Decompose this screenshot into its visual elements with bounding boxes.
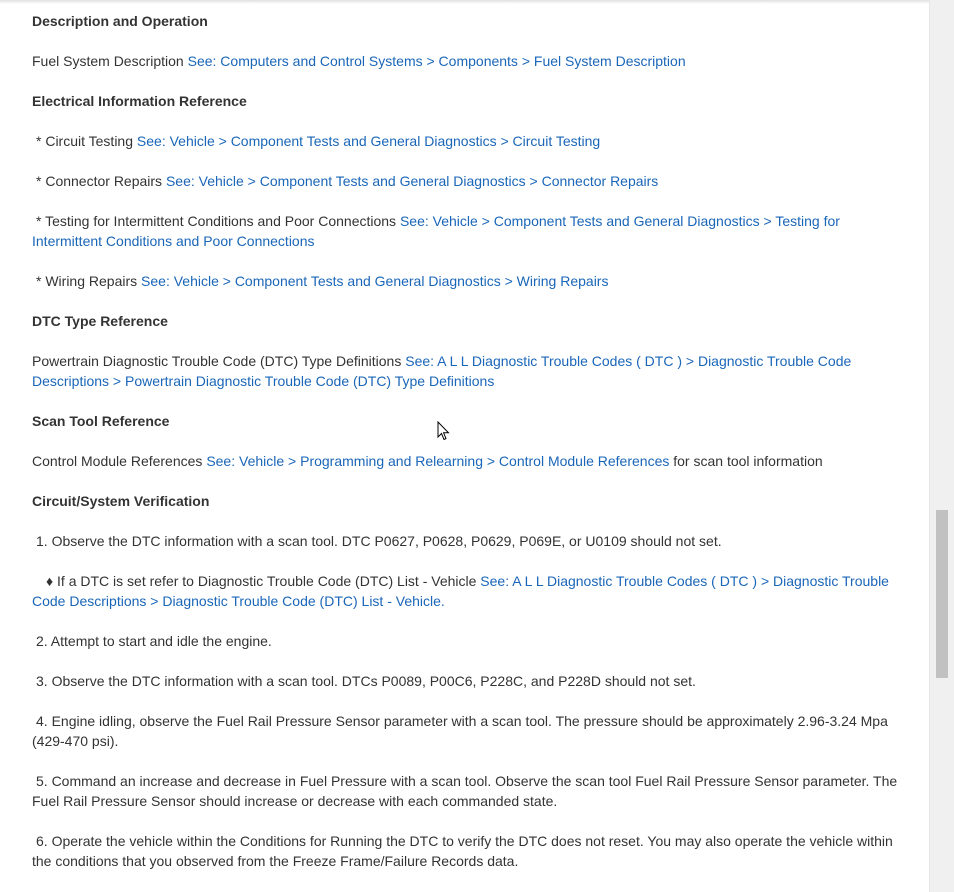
para-fuel-system (32, 51, 900, 71)
link-fuel-system-description[interactable]: See: Computers and Control Systems > Components > Fuel System Description (187, 53, 686, 69)
circuit-testing-label: * Circuit Testing (36, 133, 137, 149)
mouse-pointer-icon (437, 421, 451, 441)
step-1-sub-label: ♦ If a DTC is set refer to Diagnostic Trouble Code (DTC) List - Vehicle (46, 573, 481, 589)
heading-electrical-reference: Electrical Information Reference (32, 93, 247, 109)
step-1: 1. Observe the DTC information with a scan tool. DTC P0627, P0628, P0629, P069E, or U0109 should not set. (36, 533, 722, 549)
fuel-system-label: Fuel System Description (32, 53, 188, 69)
step-5: 5. Command an increase and decrease in Fuel Pressure with a scan tool. Observe the scan tool Fuel Rail Pressure Sensor parameter. The Fuel Rail Pressure Sensor should increase or decrease with each commanded state. (32, 773, 898, 809)
para-control-module-references (32, 451, 900, 471)
heading-description-operation: Description and Operation (32, 13, 208, 29)
link-control-module-references[interactable]: See: Vehicle > Programming and Relearning > Control Module References (206, 453, 670, 469)
link-circuit-testing[interactable]: See: Vehicle > Component Tests and General Diagnostics > Circuit Testing (136, 133, 601, 149)
para-wiring-repairs (32, 271, 900, 291)
link-dtc-type-definitions[interactable]: See: A L L Diagnostic Trouble Codes ( DTC ) > Diagnostic Trouble Code Descriptions > Powertrain Diagnostic Trouble Code (DTC) Type Definitions (32, 353, 852, 389)
document-body (32, 11, 900, 891)
vertical-scrollbar[interactable] (929, 0, 954, 892)
scrollbar-thumb[interactable] (936, 510, 948, 678)
connector-repairs-label: * Connector Repairs (36, 173, 166, 189)
intermittent-conditions-label: * Testing for Intermittent Conditions and Poor Connections (36, 213, 400, 229)
link-connector-repairs[interactable]: See: Vehicle > Component Tests and General Diagnostics > Connector Repairs (165, 173, 659, 189)
dtc-type-label: Powertrain Diagnostic Trouble Code (DTC) Type Definitions (32, 353, 406, 369)
para-dtc-type-definitions (32, 351, 900, 391)
step-3: 3. Observe the DTC information with a scan tool. DTCs P0089, P00C6, P228C, and P228D should not set. (36, 673, 696, 689)
para-connector-repairs (32, 171, 900, 191)
step-6: 6. Operate the vehicle within the Conditions for Running the DTC to verify the DTC does not reset. You may also operate the vehicle within the conditions that you observed from the Freeze Frame/Failure Records data. (32, 833, 893, 869)
step-2: 2. Attempt to start and idle the engine. (36, 633, 272, 649)
heading-dtc-type-reference: DTC Type Reference (32, 313, 168, 329)
link-dtc-list-vehicle[interactable]: See: A L L Diagnostic Trouble Codes ( DTC ) > Diagnostic Trouble Code Descriptions > Diagnostic Trouble Code (DTC) List - Vehicle. (32, 573, 889, 609)
link-wiring-repairs[interactable]: See: Vehicle > Component Tests and General Diagnostics > Wiring Repairs (141, 273, 609, 289)
top-shadow (0, 0, 929, 4)
control-module-suffix: for scan tool information (669, 453, 823, 469)
heading-scan-tool-reference: Scan Tool Reference (32, 413, 170, 429)
step-1-sub (32, 571, 900, 611)
wiring-repairs-label: * Wiring Repairs (36, 273, 142, 289)
step-4: 4. Engine idling, observe the Fuel Rail Pressure Sensor parameter with a scan tool. The pressure should be approximately 2.96-3.24 Mpa (429-470 psi). (32, 713, 888, 749)
heading-circuit-system-verification: Circuit/System Verification (32, 493, 210, 509)
control-module-label: Control Module References (32, 453, 207, 469)
para-circuit-testing (32, 131, 900, 151)
para-intermittent-conditions (32, 211, 900, 251)
link-intermittent-conditions[interactable]: See: Vehicle > Component Tests and General Diagnostics > Testing for Intermittent Conditions and Poor Connections (32, 213, 840, 249)
